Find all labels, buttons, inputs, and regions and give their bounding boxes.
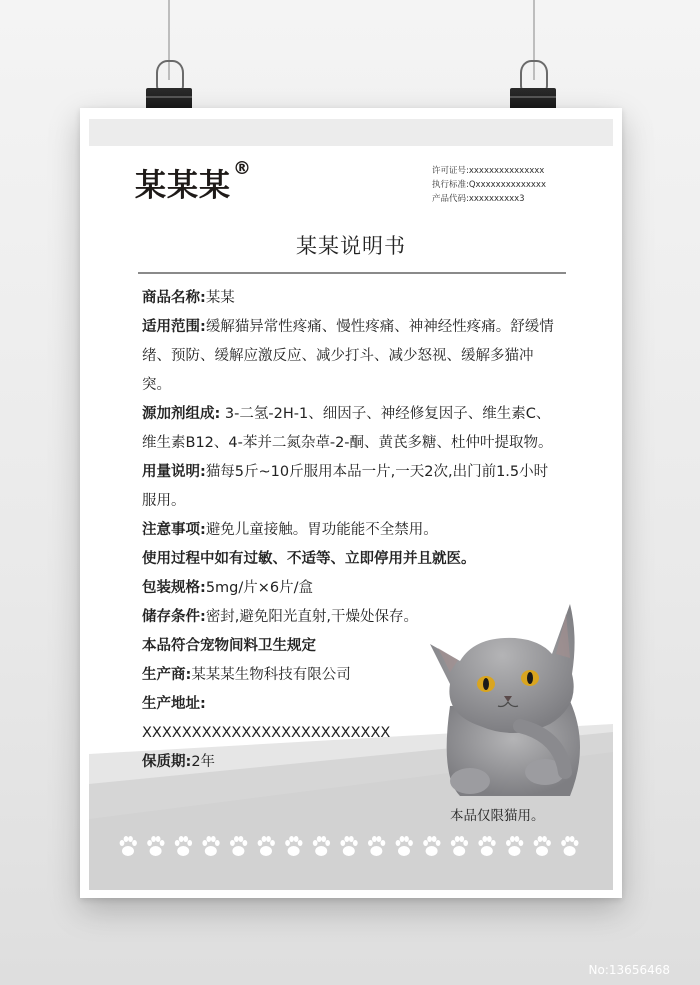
section-allergy: 使用过程中如有过敏、不适等、立即停用并且就医。 [142, 551, 476, 567]
top-bar [89, 119, 613, 146]
paw-print-icon [340, 836, 357, 856]
section-shelf-life: 保质期:2年 [142, 754, 216, 770]
license-number: 许可证号:xxxxxxxxxxxxxxx [432, 166, 545, 176]
paw-print-icon [120, 836, 137, 856]
section-scope: 适用范围:缓解猫异常性疼痛、慢性疼痛、神神经性疼痛。舒缓情绪、预防、缓解应激反应、减少打斗、减少怒视、缓解多猫冲突。 [142, 319, 554, 393]
paw-print-icon [451, 836, 468, 856]
paw-print-icon [561, 836, 578, 856]
paw-print-icon [534, 836, 551, 856]
section-ingredients: 源加剂组成: 3-二氢-2H-1、细因子、神经修复因子、维生素C、维生素B12、4-苯并二氮杂䓬-2-酮、黄芪多糖、杜仲叶提取物。 [142, 406, 553, 451]
section-storage: 储存条件:密封,避免阳光直射,干燥处保存。 [142, 609, 419, 625]
paw-print-row [118, 835, 588, 861]
document-title: 某某说明书 [296, 234, 406, 258]
section-address-label: 生产地址: [142, 696, 206, 712]
brand-logo: 某某某 ® [135, 158, 252, 204]
section-package: 包装规格:5mg/片×6片/盒 [142, 580, 314, 596]
section-product-name: 商品名称:某某 [142, 290, 235, 306]
image-id: No:13656468 [588, 963, 670, 977]
paw-print-icon [285, 836, 302, 856]
standard-number: 执行标准:Qxxxxxxxxxxxxxx [432, 180, 546, 190]
section-address: XXXXXXXXXXXXXXXXXXXXXXXXX [142, 725, 391, 741]
product-code: 产品代码:xxxxxxxxxx3 [432, 194, 525, 204]
cat-illustration [420, 596, 590, 796]
paw-print-icon [506, 836, 523, 856]
paw-print-icon [423, 836, 440, 856]
paw-print-icon [368, 836, 385, 856]
paw-print-icon [147, 836, 164, 856]
section-precautions: 注意事项:避免儿童接触。胃功能能不全禁用。 [142, 522, 438, 538]
section-hygiene: 本品符合宠物间料卫生规定 [142, 638, 316, 654]
paw-print-icon [202, 836, 219, 856]
section-manufacturer: 生产商:某某某生物科技有限公司 [142, 667, 351, 683]
license-codes [432, 164, 546, 206]
paw-print-icon [175, 836, 192, 856]
paw-print-icon [313, 836, 330, 856]
paw-print-icon [478, 836, 495, 856]
instruction-sheet [80, 108, 622, 898]
paw-print-icon [396, 836, 413, 856]
cat-only-note: 本品仅限猫用。 [450, 808, 545, 824]
paw-print-icon [258, 836, 275, 856]
paw-print-icon [230, 836, 247, 856]
section-dosage: 用量说明:猫每5斤~10斤服用本品一片,一天2次,出门前1.5小时服用。 [142, 464, 549, 509]
title-divider [138, 272, 566, 274]
